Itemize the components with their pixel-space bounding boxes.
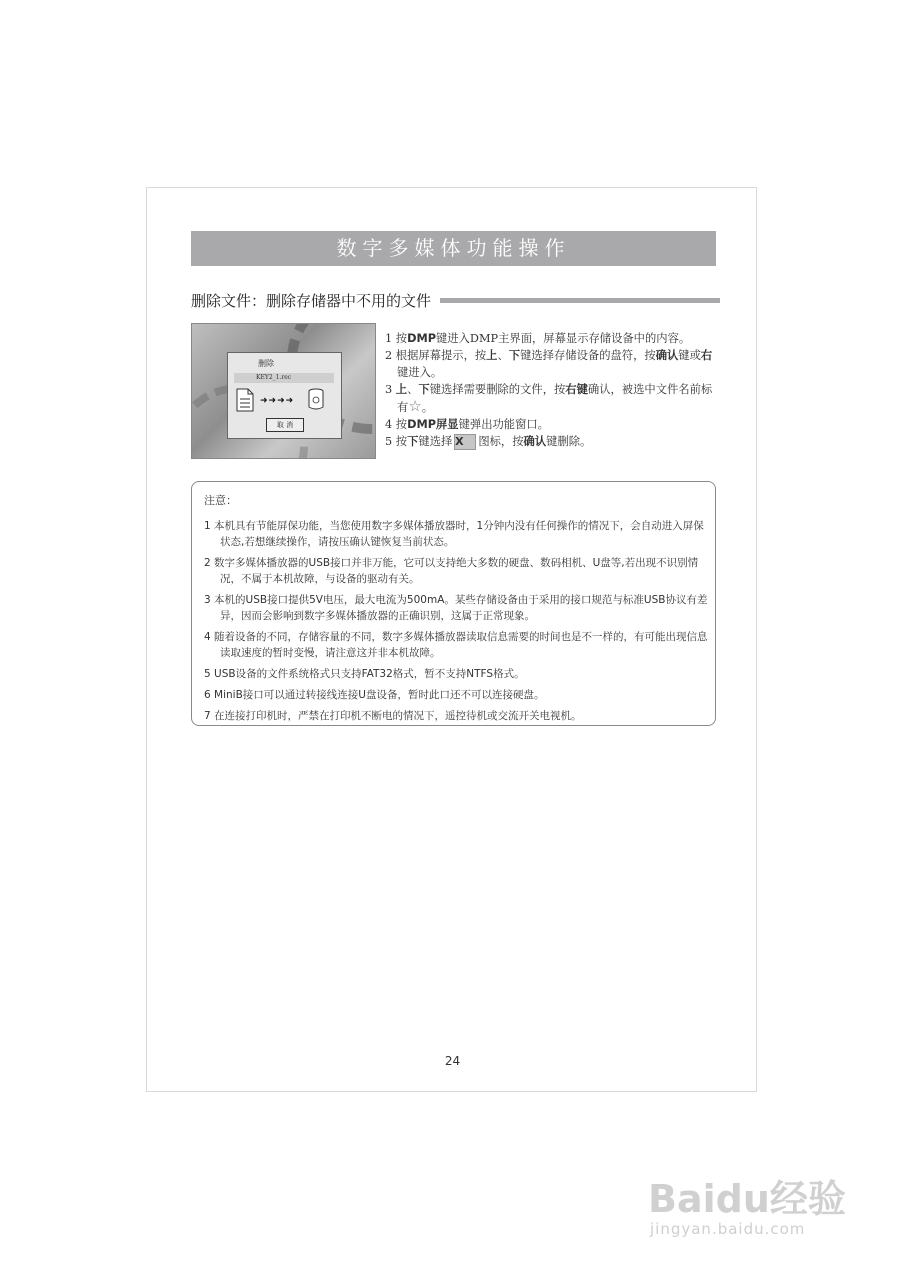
step-1: 1 按DMP键进入DMP主界面，屏幕显示存储设备中的内容。 bbox=[385, 332, 691, 345]
note-item: 4 随着设备的不同，存储容量的不同，数字多媒体播放器读取信息需要的时间也是不一样的，有可能出现信息读取速度的暂时变慢，请注意这并非本机故障。 bbox=[204, 631, 708, 659]
note-item: 2 数字多媒体播放器的USB接口并非万能，它可以支持绝大多数的硬盘、数码相机、U盘等,若出现不识别情况，不属于本机故障，与设备的驱动有关。 bbox=[204, 557, 699, 585]
notes-box bbox=[191, 481, 716, 726]
cancel-button: 取 消 bbox=[266, 418, 304, 432]
star-icon: ☆ bbox=[408, 397, 422, 415]
note-item: 3 本机的USB接口提供5V电压，最大电流为500mA。某些存储设备由于采用的接口规范与标准USB协议有差异，因而会影响到数字多媒体播放器的正确识别，这属于正常现象。 bbox=[204, 594, 708, 622]
step-4: 4 按DMP屏显键弹出功能窗口。 bbox=[385, 418, 549, 431]
page-title: 数字多媒体功能操作 bbox=[191, 231, 716, 266]
watermark-url: jingyan.baidu.com bbox=[650, 1220, 806, 1238]
step-3: 3 上、下键选择需要删除的文件，按右键确认，被选中文件名前标有☆。 bbox=[385, 383, 713, 415]
notes-list bbox=[204, 518, 709, 729]
heading-rule bbox=[440, 298, 720, 303]
step-5: 5 按下键选择 X 图标，按确认键删除。 bbox=[385, 435, 592, 448]
notes-title: 注意： bbox=[204, 494, 237, 507]
dialog-file-name: KEY2_1.rec bbox=[234, 373, 334, 383]
arrow-icons: ➜➜➜➜ bbox=[260, 396, 295, 406]
steps-list bbox=[385, 330, 720, 450]
note-item: 1 本机具有节能屏保功能，当您使用数字多媒体播放器时，1分钟内没有任何操作的情况下，会自动进入屏保状态,若想继续操作，请按压确认键恢复当前状态。 bbox=[204, 520, 704, 548]
delete-dialog bbox=[227, 352, 342, 439]
section-heading: 删除文件：删除存储器中不用的文件 bbox=[191, 292, 432, 310]
note-item: 6 MiniB接口可以通过转接线连接U盘设备，暂时此口还不可以连接硬盘。 bbox=[204, 689, 545, 701]
document-icon bbox=[236, 388, 254, 412]
recycle-bin-icon bbox=[308, 388, 324, 410]
note-item: 7 在连接打印机时，严禁在打印机不断电的情况下，遥控待机或交流开关电视机。 bbox=[204, 710, 582, 722]
note-item: 5 USB设备的文件系统格式只支持FAT32格式，暂不支持NTFS格式。 bbox=[204, 668, 525, 680]
watermark-logo: Baidu经验 bbox=[648, 1177, 846, 1221]
dialog-title: 删除 bbox=[258, 359, 274, 368]
baidu-watermark bbox=[648, 1150, 858, 1250]
device-screenshot bbox=[191, 323, 376, 459]
delete-x-icon: X bbox=[454, 434, 476, 450]
step-2: 2 根据屏幕提示，按上、下键选择存储设备的盘符，按确认键或右键进入。 bbox=[385, 349, 713, 379]
page-number: 24 bbox=[444, 1054, 461, 1068]
